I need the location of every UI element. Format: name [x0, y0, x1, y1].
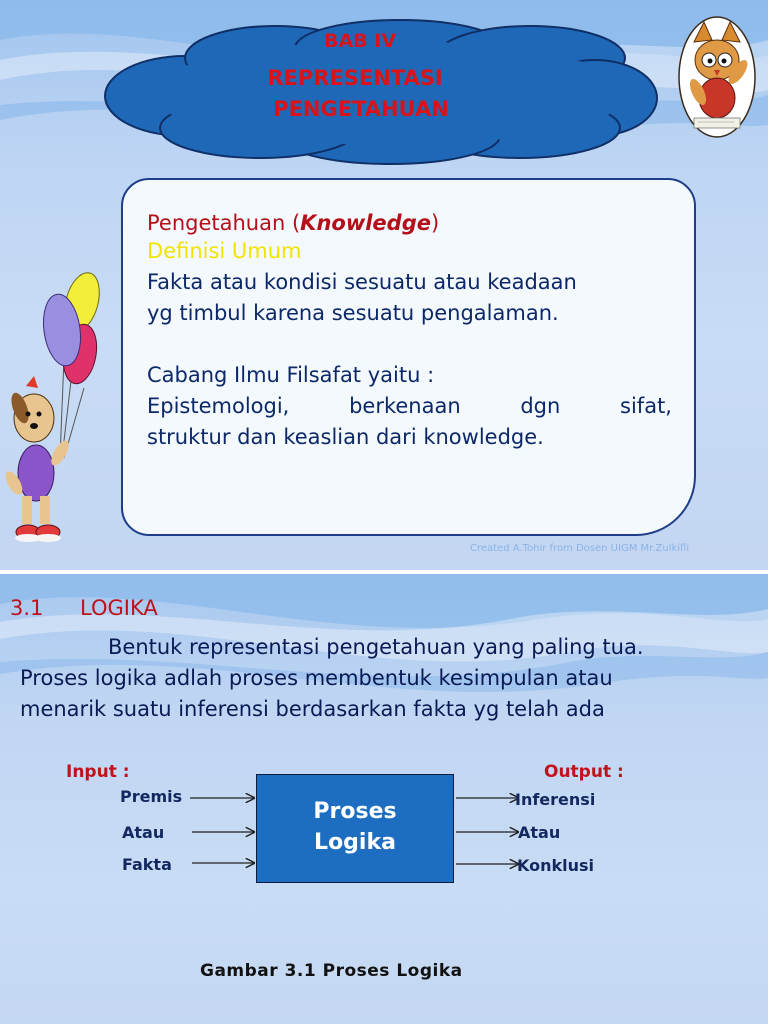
output-label: Output :: [544, 762, 624, 782]
branch-word: dgn: [520, 394, 561, 418]
branch-line-1: [147, 391, 672, 422]
branch-word: sifat,: [620, 394, 672, 418]
heading-prefix: Pengetahuan (: [147, 211, 301, 235]
paragraph-line-2: Proses logika adlah proses membentuk kesimpulan atau: [20, 666, 613, 690]
input-fakta: Fakta: [122, 855, 172, 874]
heading-suffix: ): [430, 211, 440, 235]
process-label-line-1: Proses: [313, 799, 397, 824]
definition-line-1: Fakta atau kondisi sesuatu atau keadaan: [147, 270, 577, 294]
definition-line-2: yg timbul karena sesuatu pengalaman.: [147, 301, 559, 325]
heading-emphasis: Knowledge: [300, 211, 431, 235]
input-atau: Atau: [122, 823, 165, 842]
process-label: [256, 796, 454, 858]
knowledge-heading: [147, 208, 439, 239]
branch-intro: Cabang Ilmu Filsafat yaitu :: [147, 363, 435, 387]
definition-subheading: Definisi Umum: [147, 239, 302, 263]
output-atau: Atau: [518, 823, 561, 842]
branch-word: berkenaan: [349, 394, 461, 418]
slide-2: [0, 574, 768, 1024]
input-premis: Premis: [120, 787, 183, 806]
title-line-2: PENGETAHUAN: [273, 97, 449, 121]
branch-word: Epistemologi,: [147, 394, 290, 418]
paragraph-line-1: Bentuk representasi pengetahuan yang paling tua.: [108, 635, 644, 659]
branch-line-2: struktur dan keaslian dari knowledge.: [147, 425, 544, 449]
credit-text: Created A.Tohir from Dosen UIGM Mr.Zulkifli: [470, 543, 690, 554]
input-label: Input :: [66, 762, 130, 782]
title-line-1: REPRESENTASI: [267, 66, 443, 90]
balloon-dog-illustration: [2, 268, 102, 562]
chapter-label: BAB IV: [323, 30, 397, 52]
section-number: 3.1: [10, 596, 44, 620]
owl-illustration: [676, 12, 758, 142]
paragraph-line-3: menarik suatu inferensi berdasarkan fakta yg telah ada: [20, 697, 605, 721]
output-konklusi: Konklusi: [517, 856, 595, 875]
figure-caption: Gambar 3.1 Proses Logika: [200, 961, 463, 981]
process-label-line-2: Logika: [314, 830, 396, 855]
output-inferensi: Inferensi: [515, 790, 596, 809]
section-title: LOGIKA: [80, 596, 158, 620]
